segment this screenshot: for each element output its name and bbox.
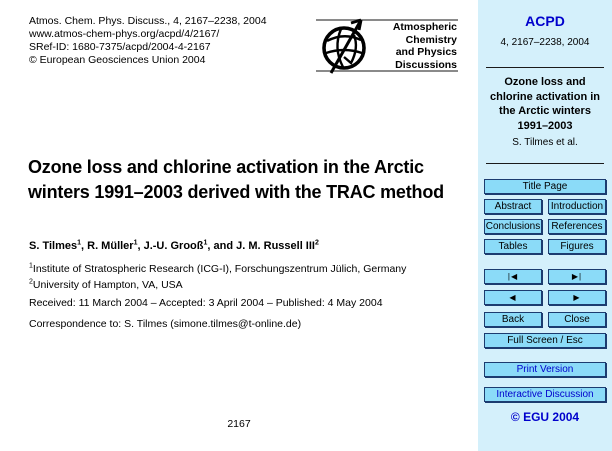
page-number: 2167	[227, 418, 251, 430]
sidebar-divider	[486, 163, 604, 164]
paper-title: Ozone loss and chlorine activation in the Arctic winters 1991–2003 derived with the TRAC method	[28, 157, 444, 202]
sidebar-paper-title: Ozone loss and chlorine activation in the Arctic winters 1991–2003	[489, 76, 601, 132]
fullscreen-button[interactable]: Full Screen / Esc	[484, 333, 606, 348]
back-button[interactable]: Back	[484, 312, 542, 327]
first-page-button[interactable]: |◀	[484, 269, 542, 284]
introduction-button[interactable]: Introduction	[548, 199, 606, 214]
egu-copyright: © EGU 2004	[510, 410, 580, 424]
correspondence-line: Correspondence to: S. Tilmes (simone.tilmes@t-online.de)	[29, 318, 302, 330]
affiliation-1: $^1$Institute of Stratospheric Research (ICG-I), Forschungszentrum Jülich, Germany	[29, 262, 407, 275]
affiliations	[29, 261, 406, 293]
interactive-discussion-button[interactable]: Interactive Discussion	[484, 387, 606, 402]
publication-info	[29, 15, 267, 67]
journal-abbreviation: ACPD	[525, 13, 565, 29]
publication-dates: Received: 11 March 2004 – Accepted: 3 April 2004 – Published: 4 May 2004	[29, 297, 383, 309]
last-page-button[interactable]: ▶|	[548, 269, 606, 284]
tables-button[interactable]: Tables	[484, 239, 542, 254]
next-page-button[interactable]: ▶	[548, 290, 606, 305]
journal-logo	[316, 13, 458, 76]
sidebar-paper-authors: S. Tilmes et al.	[512, 137, 578, 148]
abstract-button[interactable]: Abstract	[484, 199, 542, 214]
affiliation-2: $^2$University of Hampton, VA, USA	[29, 278, 183, 291]
journal-name: Atmospheric Chemistry and Physics Discussions	[392, 21, 457, 71]
navigation-sidebar	[478, 0, 612, 451]
egu-globe-icon	[318, 13, 376, 81]
sidebar-divider	[486, 67, 604, 68]
print-version-button[interactable]: Print Version	[484, 362, 606, 377]
previous-page-button[interactable]: ◀	[484, 290, 542, 305]
author-list: S. Tilmes$^1$, R. Müller$^1$, J.-U. Grooß$^1$, and J. M. Russell III$^2$	[29, 239, 319, 252]
journal-url: www.atmos-chem-phys.org/acpd/4/2167/	[29, 28, 220, 40]
title-page-button[interactable]: Title Page	[484, 179, 606, 194]
citation-line: Atmos. Chem. Phys. Discuss., 4, 2167–2238, 2004	[29, 15, 267, 27]
copyright-line: © European Geosciences Union 2004	[29, 54, 206, 66]
sref-id: SRef-ID: 1680-7375/acpd/2004-4-2167	[29, 41, 211, 53]
figures-button[interactable]: Figures	[548, 239, 606, 254]
references-button[interactable]: References	[548, 219, 606, 234]
conclusions-button[interactable]: Conclusions	[485, 221, 541, 232]
close-button[interactable]: Close	[548, 312, 606, 327]
issue-info: 4, 2167–2238, 2004	[500, 37, 590, 48]
